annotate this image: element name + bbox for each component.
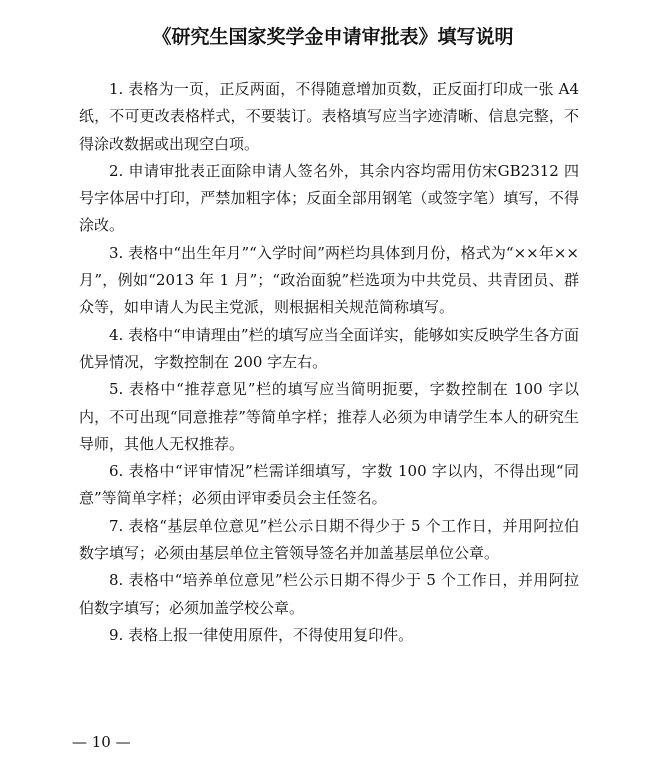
instruction-paragraph-2: 2. 申请审批表正面除申请人签名外，其余内容均需用仿宋GB2312 四号字体居中打印，严禁加粗字体；反面全部用钢笔（或签字笔）填写，不得涂改。: [79, 161, 579, 235]
instruction-paragraph-7: 7. 表格“基层单位意见”栏公示日期不得少于 5 个工作日，并用阿拉伯数字填写；必须由基层单位主管领导签名并加盖基层单位公章。: [79, 516, 579, 563]
instruction-paragraph-1: 1. 表格为一页，正反两面，不得随意增加页数，正反面打印成一张 A4 纸，不可更改表格样式，不要装订。表格填写应当字迹清晰、信息完整，不得涂改数据或出现空白项。: [79, 80, 579, 153]
page-number: — 10 —: [72, 733, 131, 751]
page-title: 《研究生国家奖学金申请审批表》填写说明: [152, 26, 514, 48]
instruction-paragraph-4: 4. 表格中“申请理由”栏的填写应当全面详实，能够如实反映学生各方面优异情况，字数控制在 200 字左右。: [79, 325, 579, 371]
instruction-paragraph-8: 8. 表格中“培养单位意见”栏公示日期不得少于 5 个工作日，并用阿拉伯数字填写；必须加盖学校公章。: [79, 571, 579, 617]
instruction-paragraph-9: 9. 表格上报一律使用原件，不得使用复印件。: [109, 625, 414, 644]
instruction-paragraph-3: 3. 表格中“出生年月”“入学时间”两栏均具体到月份，格式为“××年××月”，例如“2013 年 1 月”；“政治面貌”栏选项为中共党员、共青团员、群众等，如申请人为民主党派，则根据相关规范简称填写。: [79, 243, 579, 317]
instructions-body: [79, 76, 579, 649]
instruction-paragraph-6: 6. 表格中“评审情况”栏需详细填写，字数 100 字以内，不得出现“同意”等简单字样；必须由评审委员会主任签名。: [79, 462, 579, 508]
instruction-paragraph-5: 5. 表格中“推荐意见”栏的填写应当简明扼要，字数控制在 100 字以内，不可出现“同意推荐”等简单字样；推荐人必须为申请学生本人的研究生导师，其他人无权推荐。: [79, 380, 579, 453]
